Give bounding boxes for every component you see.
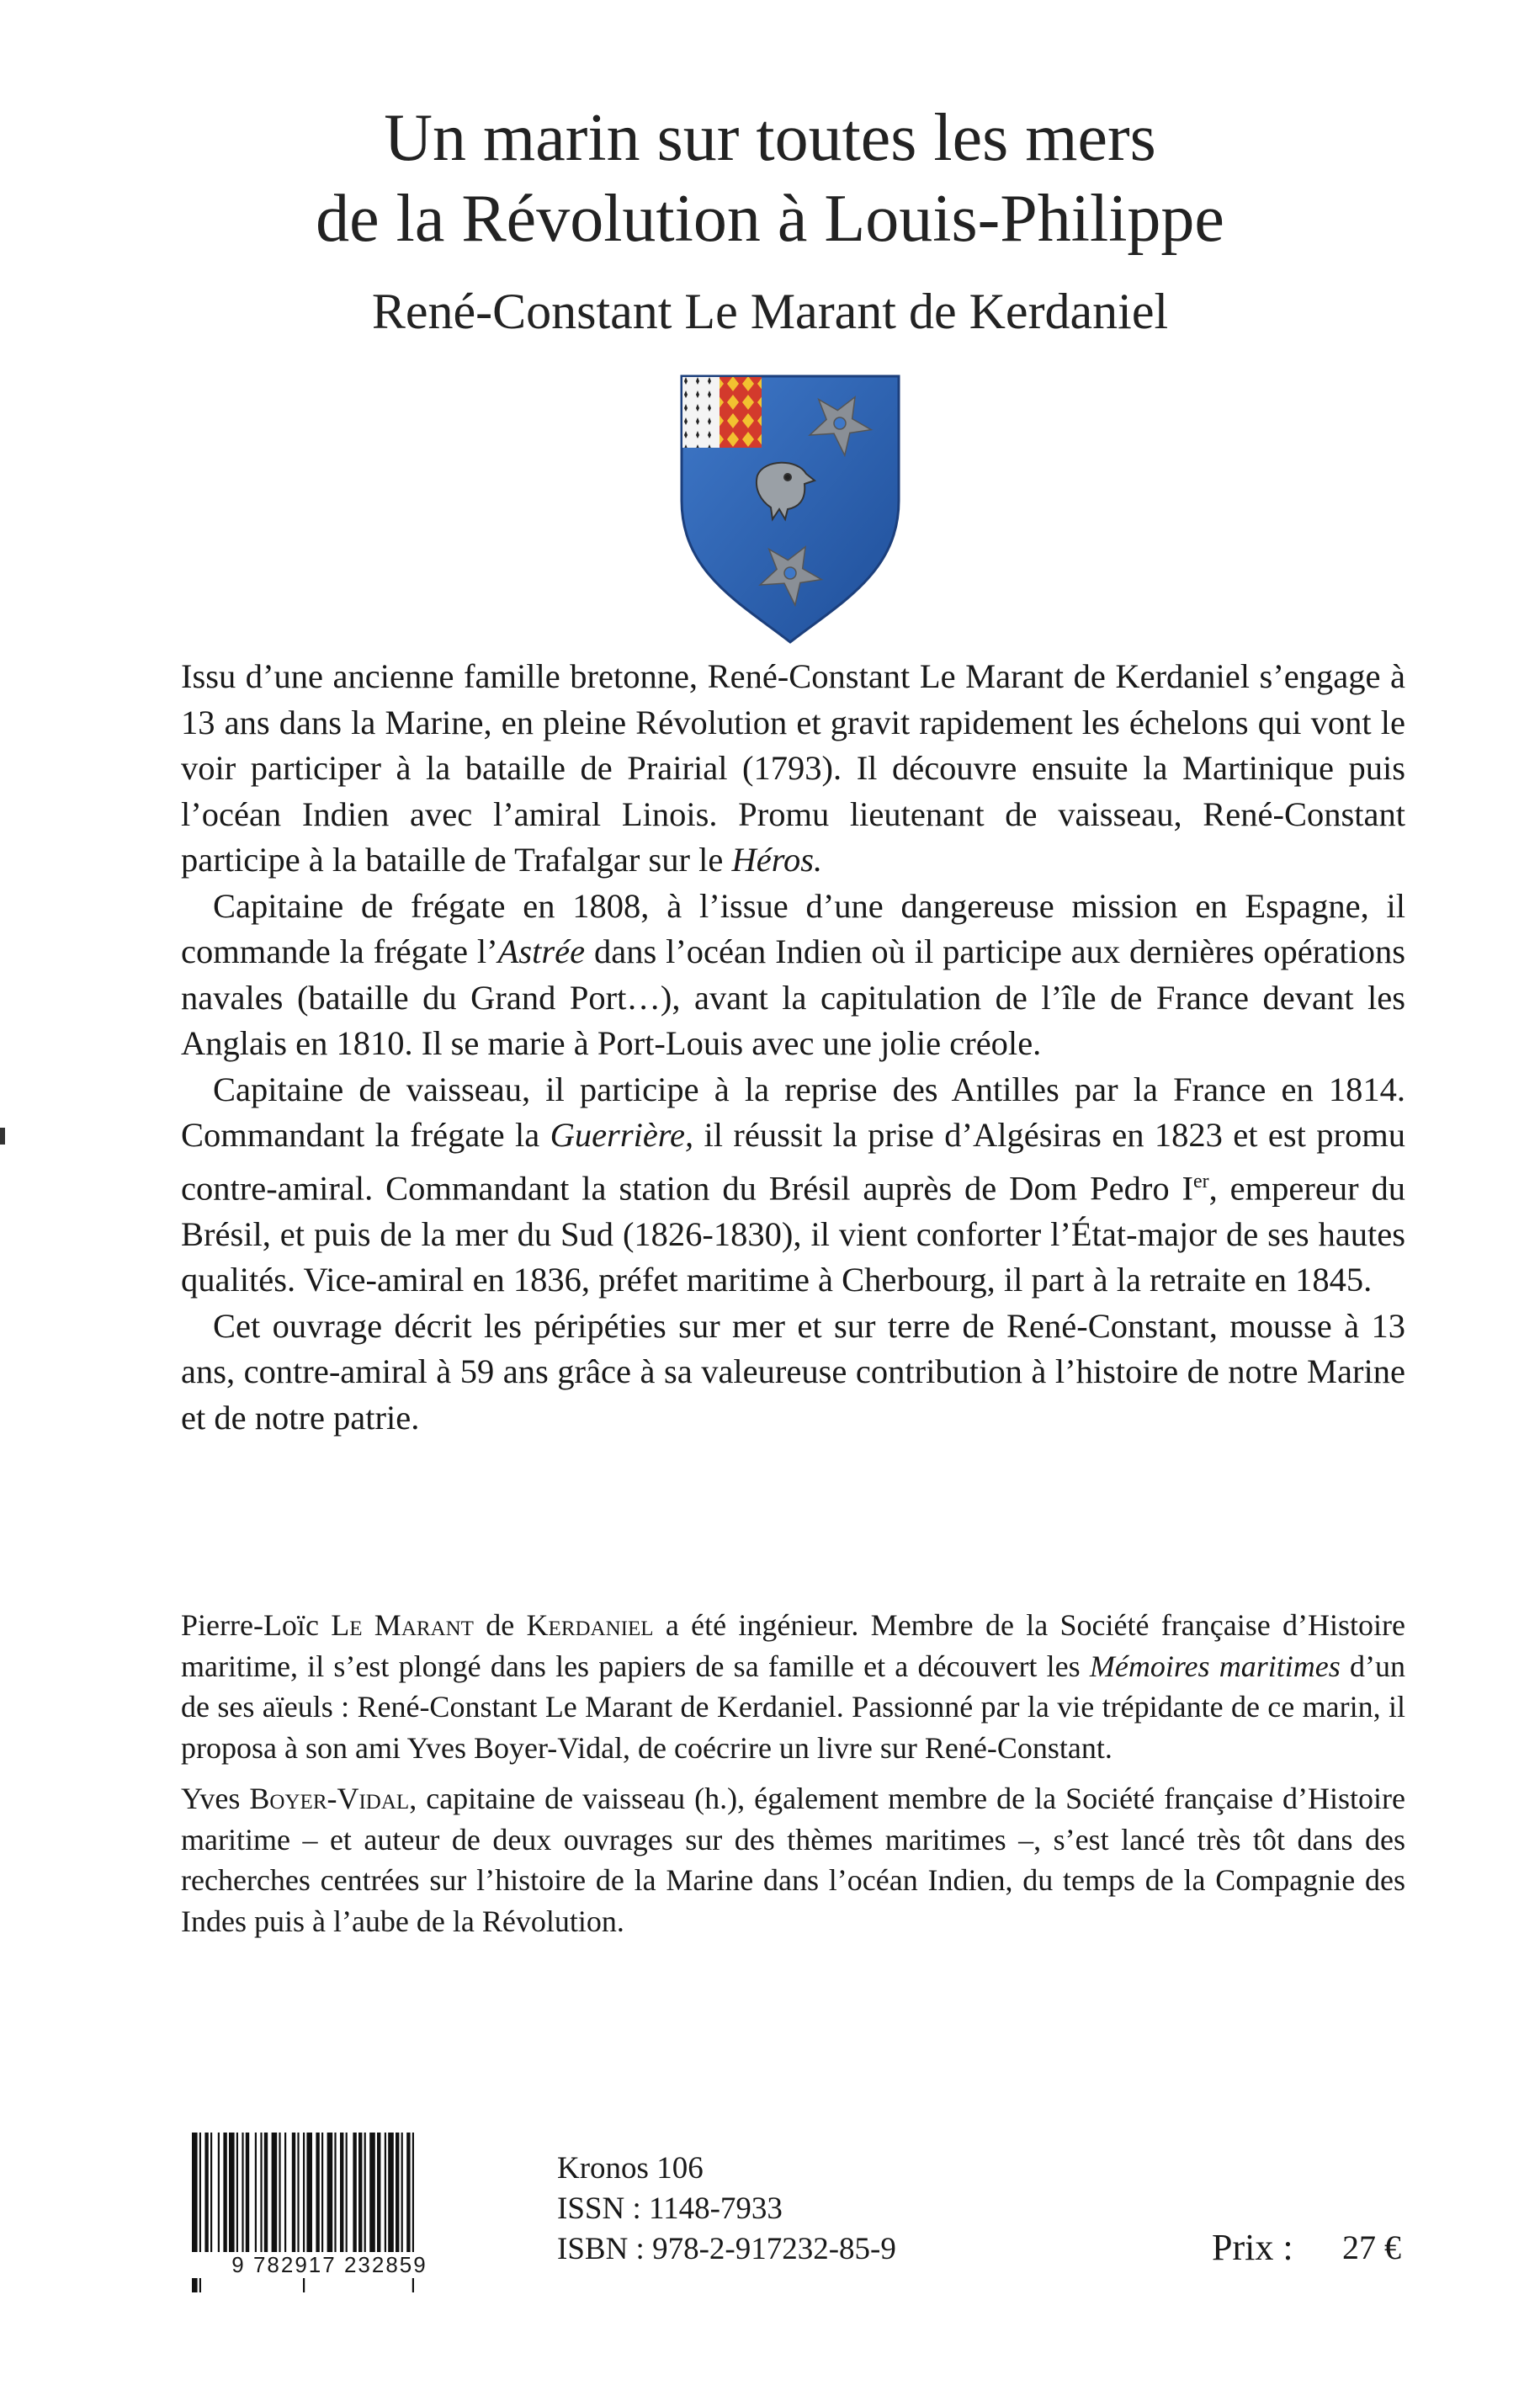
isbn-label: ISBN : 978-2-917232-85-9	[557, 2232, 896, 2266]
synopsis-paragraph: Capitaine de frégate en 1808, à l’issue d’une dangereuse mission en Espagne, il commande la frégate l’Astrée dans l’océan Indien où il participe aux dernières opérations navales (bataille du Grand Port…), avant la capitulation de l’île de France devant les Anglais en 1810. Il se marie à Port-Louis avec une jolie créole.	[181, 886, 1405, 1062]
barcode-digits: 9 782917 232859	[189, 2252, 470, 2278]
book-subtitle: René-Constant Le Marant de Kerdaniel	[371, 284, 1169, 339]
ship-name: Héros.	[731, 841, 823, 879]
author-bios	[181, 1605, 1405, 1952]
issn-label: ISSN : 1148-7933	[557, 2191, 783, 2226]
author-bio-1: Pierre-Loïc Le Marant de Kerdaniel a été ingénieur. Membre de la Société française d’Histoire maritime, il s’est plongé dans les papiers de sa famille et a découvert les Mémoires maritimes d’un de ses aïeuls : René-Constant Le Marant de Kerdaniel. Passionné par la vie trépidante de ce marin, il proposa à son ami Yves Boyer-Vidal, de coécrire un livre sur René-Constant.	[181, 1608, 1405, 1765]
synopsis-paragraph: Capitaine de vaisseau, il participe à la reprise des Antilles par la France en 1814. Commandant la frégate la Guerrière, il réussit la prise d’Algésiras en 1823 et est promu contre-amiral. Commandant la station du Brésil auprès de Dom Pedro Ier, empereur du Brésil, et puis de la mer du Sud (1826-1830), il vient conforter l’État-major de ses hautes qualités. Vice-amiral en 1836, préfet maritime à Cherbourg, il part à la retraite en 1845.	[181, 1070, 1405, 1299]
book-title-line-2: de la Révolution à Louis-Philippe	[316, 182, 1224, 256]
author-bio-2: Yves Boyer-Vidal, capitaine de vaisseau (h.), également membre de la Société française d’Histoire maritime – et auteur de deux ouvrages sur des thèmes maritimes –, s’est lancé très tôt dans des recherches centrées sur l’histoire de la Marine dans l’océan Indien, du temps de la Compagnie des Indes puis à l’aube de la Révolution.	[181, 1782, 1405, 1938]
price-label: Prix :	[1212, 2227, 1293, 2268]
synopsis-paragraph: Issu d’une ancienne famille bretonne, René-Constant Le Marant de Kerdaniel s’engage à 13 ans dans la Marine, en pleine Révolution et gravit rapidement les échelons qui vont le voir participer à la bataille de Prairial (1793). Il découvre ensuite la Martinique puis l’océan Indien avec l’amiral Linois. Promu lieutenant de vaisseau, René-Constant participe à la bataille de Trafalgar sur le Héros.	[181, 657, 1405, 879]
series-label: Kronos 106	[557, 2151, 704, 2186]
price-value: 27 €	[1342, 2228, 1401, 2266]
edge-mark	[0, 1128, 5, 1145]
coat-of-arms-icon	[680, 374, 900, 644]
synopsis	[181, 654, 1405, 1441]
ship-name: Guerrière,	[550, 1116, 694, 1154]
ship-name: Astrée	[497, 932, 586, 970]
book-title-line-1: Un marin sur toutes les mers	[384, 101, 1156, 175]
synopsis-paragraph: Cet ouvrage décrit les péripéties sur mer et sur terre de René-Constant, mousse à 13 ans, contre-amiral à 59 ans grâce à sa valeureuse contribution à l’histoire de notre Marine et de notre patrie.	[181, 1306, 1405, 1437]
